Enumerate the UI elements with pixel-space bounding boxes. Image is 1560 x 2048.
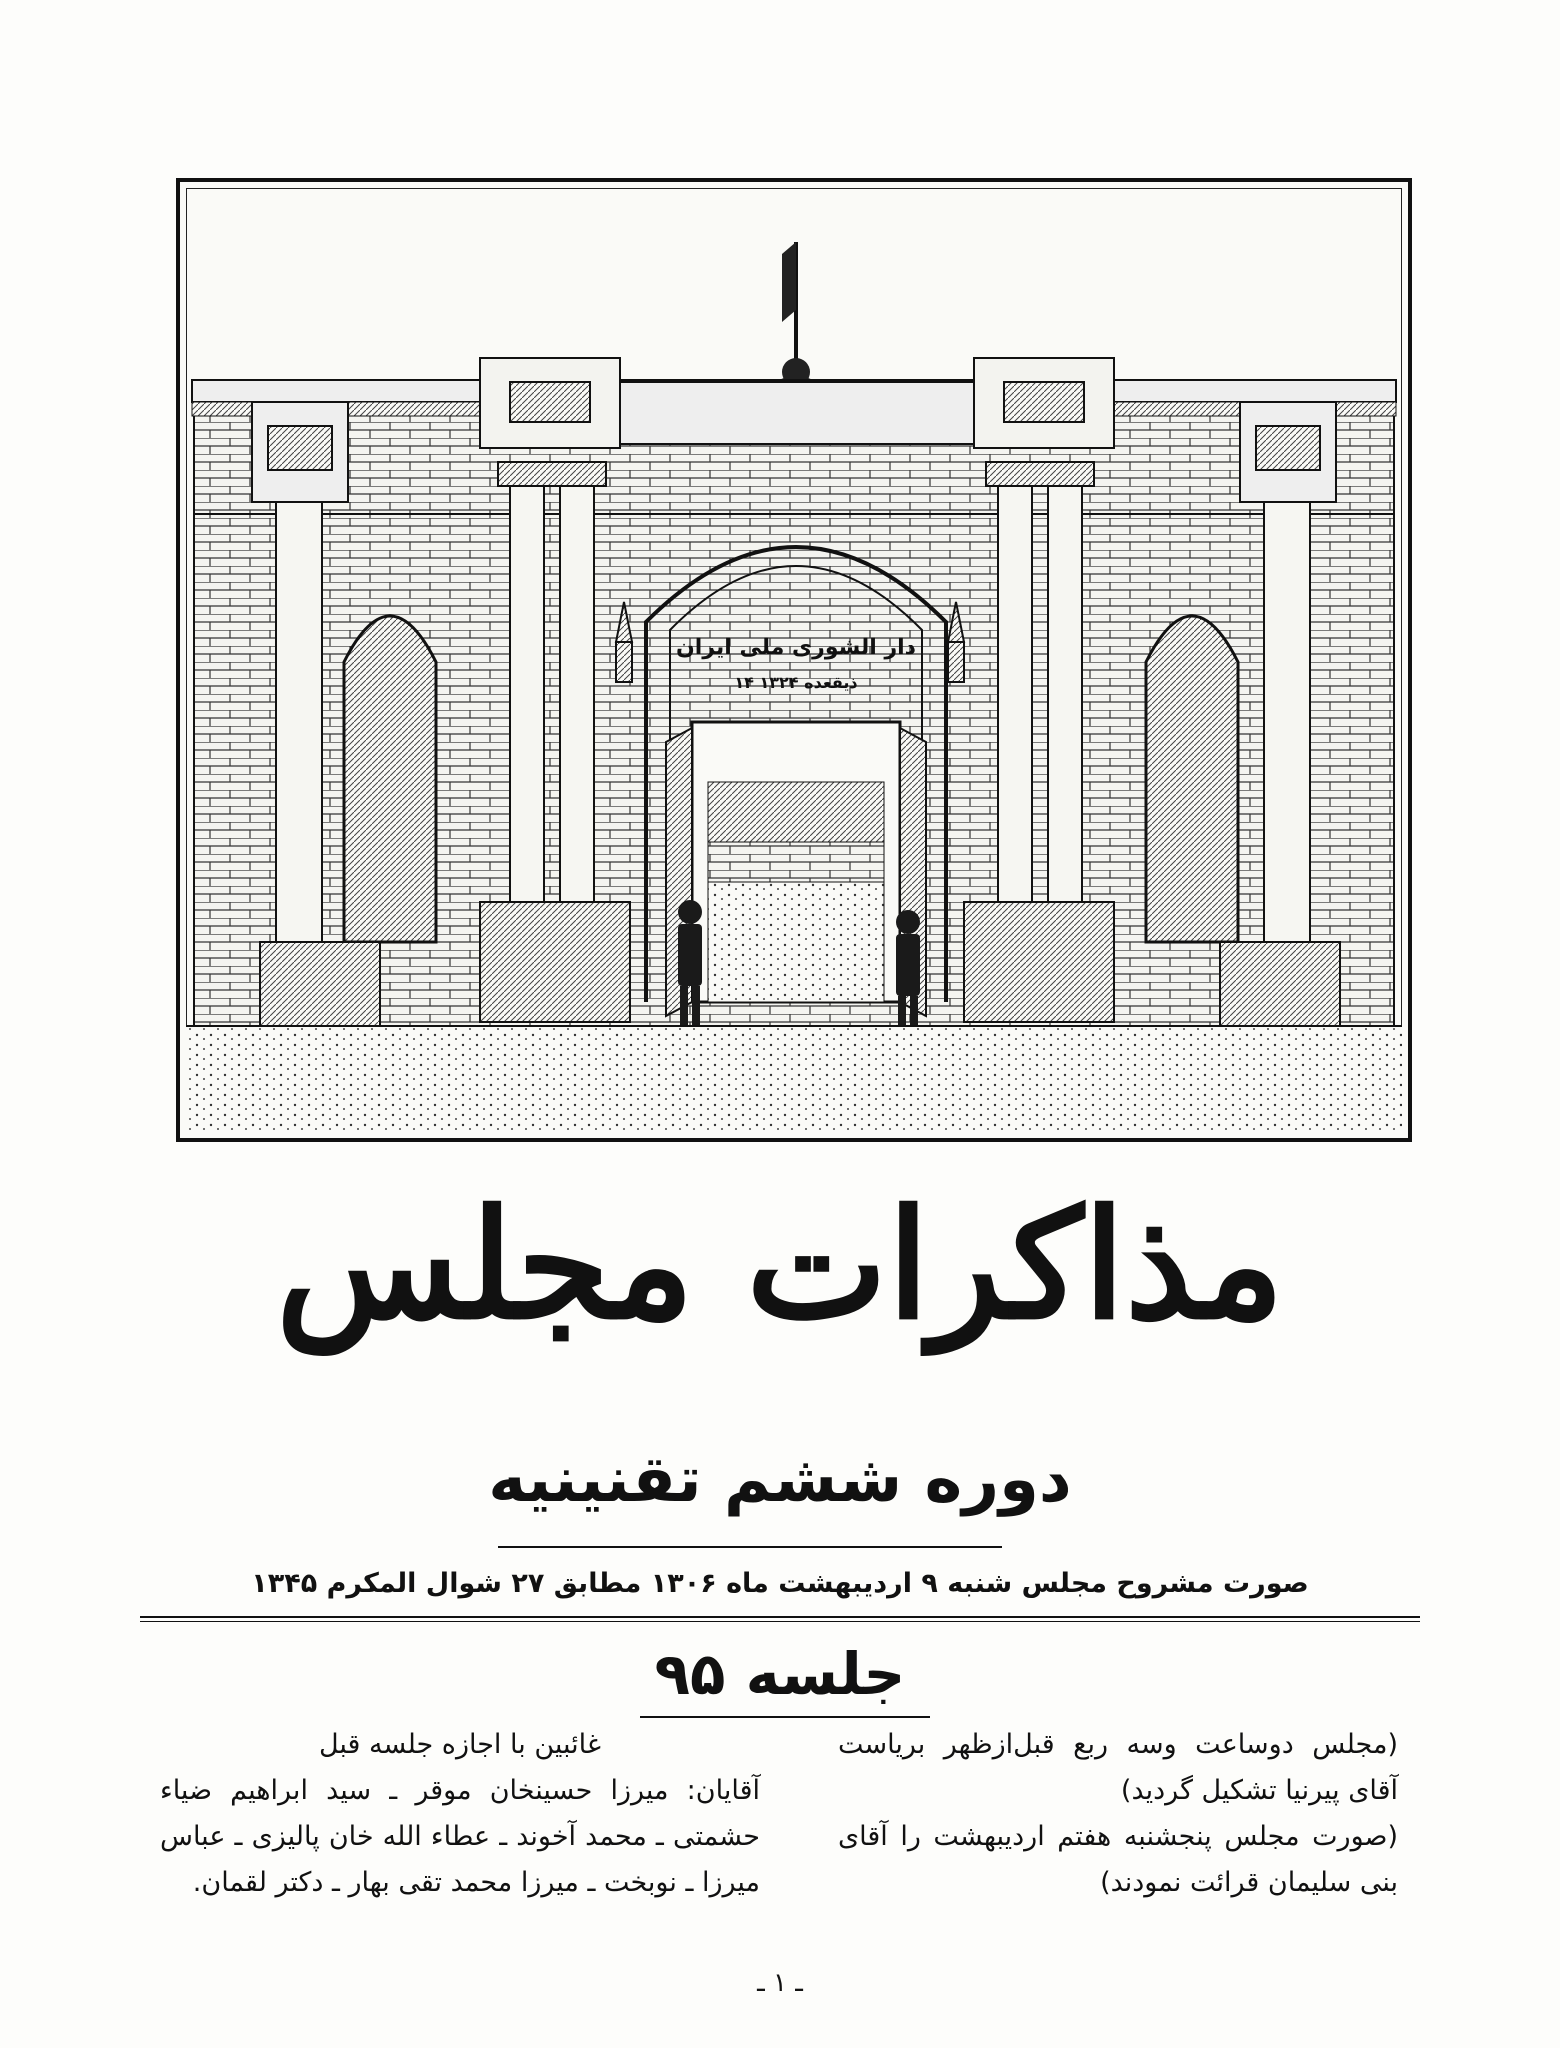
parliament-gate-illustration bbox=[180, 182, 1408, 1138]
left-column bbox=[160, 1722, 760, 1906]
session-rule-bottom bbox=[140, 1621, 1420, 1622]
illustration-frame bbox=[176, 178, 1412, 1142]
absentees-names: آقایان: میرزا حسینخان موقر ـ سید ابراهیم ضیاء حشمتی ـ محمد آخوند ـ عطاء الله خان پالیزی ـ عباس میرزا ـ نوبخت ـ میرزا محمد تقی بهار ـ دکتر لقمان. bbox=[160, 1775, 760, 1898]
minutes-note: (صورت مجلس پنجشنبه هفتم اردیبهشت را آقای بنی سلیمان قرائت نمودند) bbox=[838, 1821, 1398, 1898]
flag-icon bbox=[782, 242, 796, 322]
session-number-rule bbox=[640, 1716, 930, 1718]
page-number: ـ ۱ ـ bbox=[757, 1968, 803, 1998]
ground bbox=[186, 1026, 1402, 1132]
opening-note: (مجلس دوساعت وسه ربع قبل‌ازظهر بریاست آقای پیرنیا تشکیل گردید) bbox=[838, 1729, 1398, 1806]
session-rule-top bbox=[140, 1616, 1420, 1618]
session-number: جلسه ۹۵ bbox=[654, 1640, 906, 1708]
left-niche bbox=[344, 616, 436, 942]
masthead-title: مذاکرات مجلس bbox=[275, 1177, 1285, 1353]
masthead-subtitle: دوره ششم تقنینیه bbox=[488, 1443, 1072, 1517]
arch-date: ۱۴ ذیقعده ۱۳۲۴ bbox=[734, 673, 858, 692]
right-column bbox=[838, 1722, 1398, 1906]
absentees-heading: غائبین با اجازه جلسه قبل bbox=[318, 1729, 602, 1760]
session-date-line: صورت مشروح مجلس شنبه ۹ اردیبهشت ماه ۱۳۰۶ مطابق ۲۷ شوال المکرم ۱۳۴۵ bbox=[251, 1568, 1309, 1599]
subtitle-rule bbox=[498, 1546, 1002, 1548]
arch-inscription: دار الشوری ملی ایران bbox=[676, 635, 916, 660]
right-niche bbox=[1146, 616, 1238, 942]
